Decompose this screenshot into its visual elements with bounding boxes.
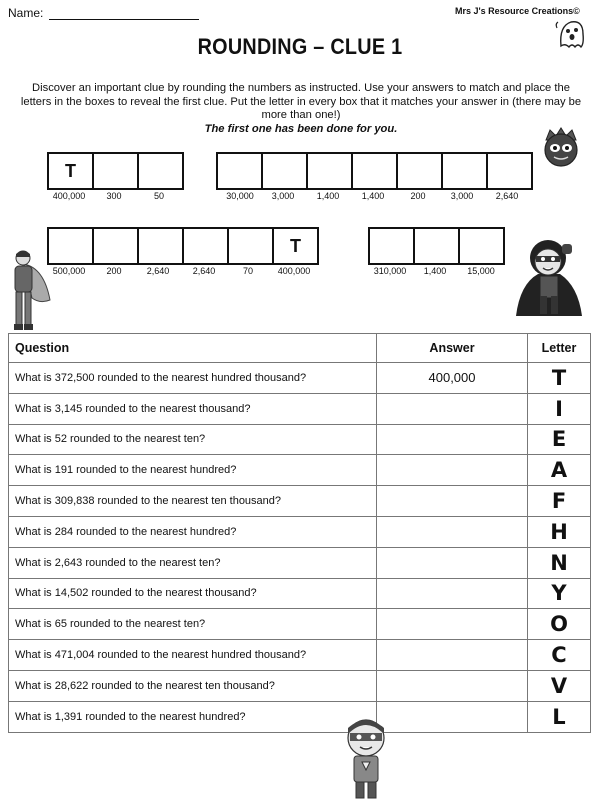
table-header-row: [9, 334, 591, 363]
letter-box[interactable]: [49, 227, 94, 265]
question-cell: What is 3,145 rounded to the nearest thousand?: [9, 393, 377, 424]
box-number: 3,000: [271, 191, 295, 201]
answer-cell[interactable]: [377, 393, 528, 424]
question-cell: What is 65 rounded to the nearest ten?: [9, 609, 377, 640]
letter-box[interactable]: [139, 152, 184, 190]
answer-cell[interactable]: [377, 424, 528, 455]
box-number: 2,640: [146, 266, 170, 276]
box-number: 300: [106, 191, 122, 201]
clue-word-4: [368, 227, 505, 265]
table-row: [9, 547, 591, 578]
letter-cell: F: [528, 486, 591, 517]
answer-cell[interactable]: [377, 455, 528, 486]
answer-cell[interactable]: [377, 640, 528, 671]
table-row: [9, 578, 591, 609]
question-cell: What is 284 rounded to the nearest hundred?: [9, 516, 377, 547]
letter-header: Letter: [528, 334, 591, 363]
letter-box[interactable]: [370, 227, 415, 265]
table-row: [9, 701, 591, 732]
letter-cell: I: [528, 393, 591, 424]
letter-box[interactable]: [229, 227, 274, 265]
table-row: [9, 516, 591, 547]
box-number: 70: [242, 266, 254, 276]
letter-box[interactable]: [184, 227, 229, 265]
question-cell: What is 309,838 rounded to the nearest ten thousand?: [9, 486, 377, 517]
name-field-row: [8, 6, 199, 20]
table-row: [9, 393, 591, 424]
letter-box[interactable]: [218, 152, 263, 190]
letter-cell: A: [528, 455, 591, 486]
table-row: [9, 640, 591, 671]
table-row: [9, 670, 591, 701]
girl-hero-icon: [510, 234, 588, 320]
letter-box[interactable]: [94, 227, 139, 265]
letter-cell: L: [528, 701, 591, 732]
answer-cell[interactable]: [377, 701, 528, 732]
name-input-line[interactable]: [49, 7, 199, 20]
answer-cell[interactable]: [377, 670, 528, 701]
letter-cell: H: [528, 516, 591, 547]
answer-cell[interactable]: [377, 578, 528, 609]
questions-table: [8, 333, 591, 733]
page-title: ROUNDING – CLUE 1: [197, 34, 403, 59]
answer-cell[interactable]: 400,000: [377, 363, 528, 394]
letter-box[interactable]: [488, 152, 533, 190]
letter-box[interactable]: [415, 227, 460, 265]
box-number: 1,400: [361, 191, 385, 201]
question-cell: What is 28,622 rounded to the nearest ten thousand?: [9, 670, 377, 701]
box-number: 400,000: [277, 266, 311, 276]
letter-cell: N: [528, 547, 591, 578]
table-row: [9, 424, 591, 455]
instructions: [18, 82, 584, 136]
box-number: 310,000: [373, 266, 407, 276]
letter-box[interactable]: T: [49, 152, 94, 190]
question-cell: What is 191 rounded to the nearest hundred?: [9, 455, 377, 486]
box-number: 15,000: [467, 266, 495, 276]
question-cell: What is 372,500 rounded to the nearest hundred thousand?: [9, 363, 377, 394]
answer-cell[interactable]: [377, 547, 528, 578]
letter-box[interactable]: [443, 152, 488, 190]
letter-box[interactable]: [94, 152, 139, 190]
question-cell: What is 1,391 rounded to the nearest hundred?: [9, 701, 377, 732]
question-cell: What is 14,502 rounded to the nearest thousand?: [9, 578, 377, 609]
box-number: 200: [410, 191, 426, 201]
question-cell: What is 471,004 rounded to the nearest hundred thousand?: [9, 640, 377, 671]
box-number: 200: [106, 266, 122, 276]
box-number: 3,000: [450, 191, 474, 201]
box-number: 500,000: [52, 266, 86, 276]
letter-box[interactable]: [308, 152, 353, 190]
clue-word-1: [47, 152, 184, 190]
mask-villain-icon: [540, 126, 582, 170]
table-row: [9, 486, 591, 517]
box-number: 1,400: [423, 266, 447, 276]
letter-cell: T: [528, 363, 591, 394]
letter-cell: C: [528, 640, 591, 671]
answer-cell[interactable]: [377, 486, 528, 517]
letter-cell: V: [528, 670, 591, 701]
box-number: 50: [153, 191, 165, 201]
table-row: [9, 609, 591, 640]
table-row: [9, 363, 591, 394]
caped-hero-icon: [4, 248, 54, 334]
letter-box[interactable]: [263, 152, 308, 190]
letter-box[interactable]: [398, 152, 443, 190]
question-header: Question: [9, 334, 377, 363]
name-label: Name:: [8, 6, 44, 20]
question-cell: What is 52 rounded to the nearest ten?: [9, 424, 377, 455]
answer-header: Answer: [377, 334, 528, 363]
letter-cell: Y: [528, 578, 591, 609]
box-number: 2,640: [192, 266, 216, 276]
box-number: 1,400: [316, 191, 340, 201]
letter-box[interactable]: [353, 152, 398, 190]
instructions-emphasis: The first one has been done for you.: [204, 122, 398, 135]
box-number: 400,000: [52, 191, 86, 201]
table-row: [9, 455, 591, 486]
letter-box[interactable]: T: [274, 227, 319, 265]
clue-word-2: [216, 152, 533, 190]
credit-text: Mrs J's Resource Creations©: [455, 6, 580, 16]
letter-cell: O: [528, 609, 591, 640]
box-number: 2,640: [495, 191, 519, 201]
answer-cell[interactable]: [377, 516, 528, 547]
letter-box[interactable]: [139, 227, 184, 265]
instructions-text: Discover an important clue by rounding the numbers as instructed. Use your answers to match and place the letters in the boxes to reveal the first clue. Put the letter in every box that it matches your answer in (there may be more than one!): [20, 82, 582, 121]
letter-cell: E: [528, 424, 591, 455]
clue-word-3: [47, 227, 319, 265]
bottom-hero-icon: [338, 716, 394, 800]
box-number: 30,000: [226, 191, 254, 201]
answer-cell[interactable]: [377, 609, 528, 640]
question-cell: What is 2,643 rounded to the nearest ten?: [9, 547, 377, 578]
letter-box[interactable]: [460, 227, 505, 265]
